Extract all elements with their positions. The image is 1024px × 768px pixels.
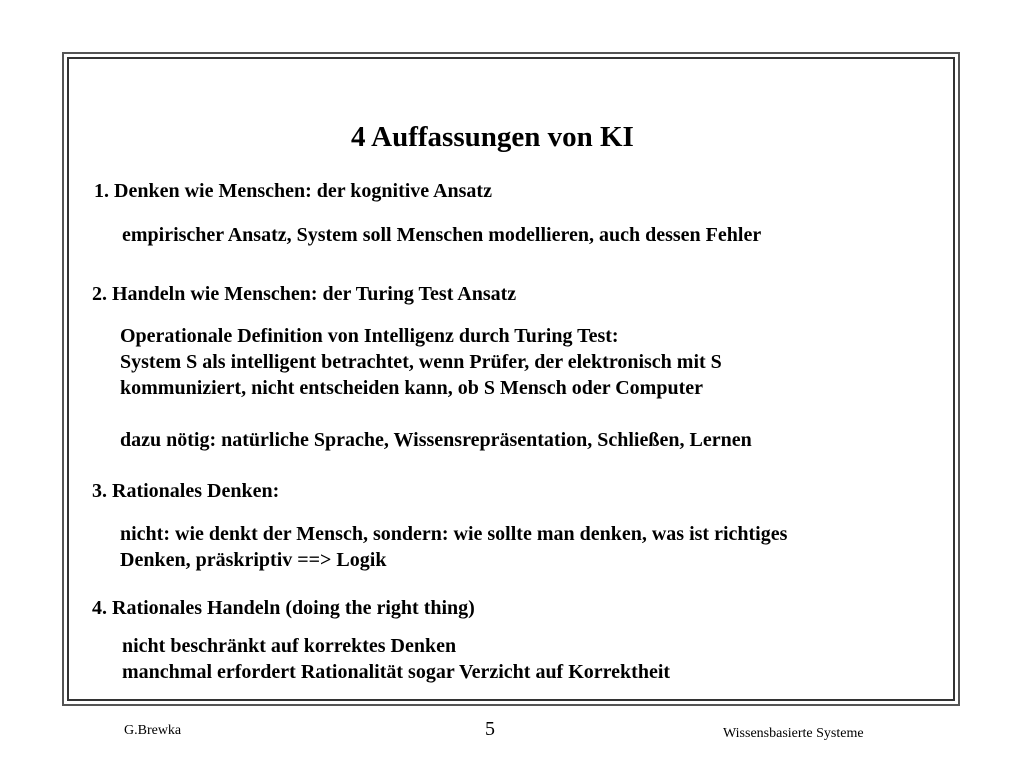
section-4-line-1: nicht beschränkt auf korrektes Denken <box>122 635 457 657</box>
section-4-line-2: manchmal erfordert Rationalität sogar Verzicht auf Korrektheit <box>122 661 671 683</box>
section-1-heading: 1. Denken wie Menschen: der kognitive Ansatz <box>94 180 492 202</box>
section-2-line-2: System S als intelligent betrachtet, wenn Prüfer, der elektronisch mit S <box>120 351 722 373</box>
section-4-heading: 4. Rationales Handeln (doing the right thing) <box>92 597 475 619</box>
section-3-line-2: Denken, präskriptiv ==> Logik <box>120 549 387 571</box>
section-2-line-3: kommuniziert, nicht entscheiden kann, ob S Mensch oder Computer <box>120 377 703 399</box>
section-2-line-4: dazu nötig: natürliche Sprache, Wissensrepräsentation, Schließen, Lernen <box>120 429 752 451</box>
slide-title: 4 Auffassungen von KI <box>351 121 634 153</box>
section-1-line-1: empirischer Ansatz, System soll Menschen modellieren, auch dessen Fehler <box>122 224 762 246</box>
footer-author: G.Brewka <box>124 723 182 738</box>
section-3-line-1: nicht: wie denkt der Mensch, sondern: wie sollte man denken, was ist richtiges <box>120 523 788 545</box>
section-2-heading: 2. Handeln wie Menschen: der Turing Test Ansatz <box>92 283 517 305</box>
section-2-line-1: Operationale Definition von Intelligenz durch Turing Test: <box>120 325 619 347</box>
footer-course: Wissensbasierte Systeme <box>723 726 864 741</box>
page-number: 5 <box>485 718 495 740</box>
section-3-heading: 3. Rationales Denken: <box>92 480 280 502</box>
